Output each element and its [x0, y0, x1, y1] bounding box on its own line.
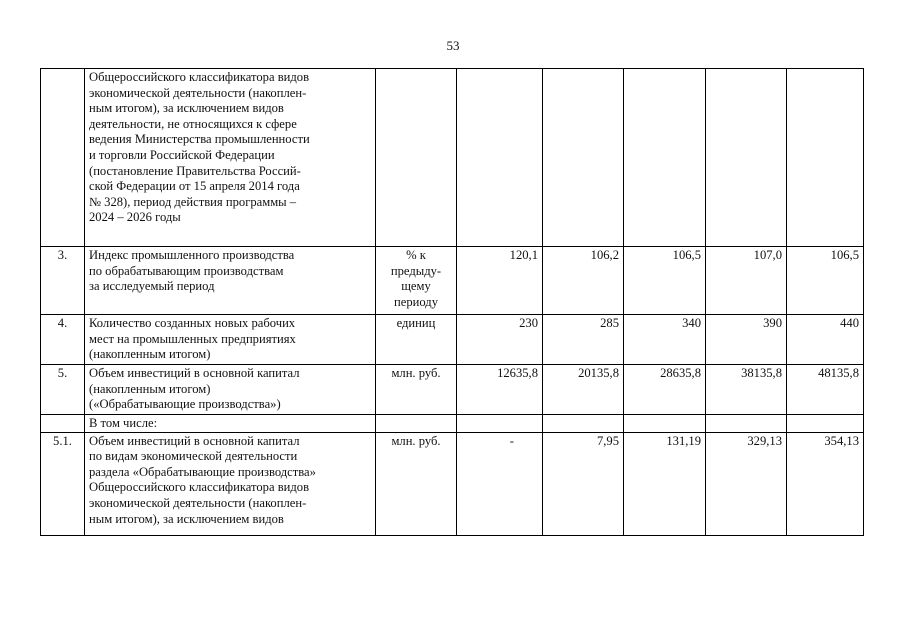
indicator-name: Индекс промышленного производства по обрабатывающим производствам за исследуемый период: [85, 247, 376, 315]
table-row: [41, 365, 864, 415]
value-cell: 131,19: [624, 432, 706, 535]
indicator-name: Общероссийского классификатора видов экономической деятельности (накоплен- ным итогом), за исключением видов деятельности, не относящихся к сфере ведения Министерства промышленности и торговли Российской Федерации (постановление Правительства Россий- ской Федерации от 15 апреля 2014 года № 328), период действия программы – 2024 – 2026 годы: [85, 69, 376, 247]
subheading-cell: В том числе:: [85, 415, 376, 433]
row-number: 5.1.: [41, 432, 85, 535]
page-number: 53: [446, 38, 460, 53]
unit-cell: [376, 415, 457, 433]
value-cell: 107,0: [706, 247, 787, 315]
value-cell: 230: [457, 315, 543, 365]
value-cell: 354,13: [787, 432, 864, 535]
value-cell: 48135,8: [787, 365, 864, 415]
indicator-name: Объем инвестиций в основной капитал по видам экономической деятельности раздела «Обрабатывающие производства» Общероссийского классификатора видов экономической деятельности (накоплен- ным итогом), за исключением видов: [85, 432, 376, 535]
unit-cell: единиц: [376, 315, 457, 365]
unit-cell: % к предыду- щему периоду: [376, 247, 457, 315]
value-cell: 12635,8: [457, 365, 543, 415]
value-cell: 106,5: [624, 247, 706, 315]
value-cell: [706, 415, 787, 433]
value-cell: 440: [787, 315, 864, 365]
row-number: [41, 69, 85, 247]
row-number: [41, 415, 85, 433]
value-cell: 329,13: [706, 432, 787, 535]
value-cell: 38135,8: [706, 365, 787, 415]
unit-cell: млн. руб.: [376, 432, 457, 535]
value-cell: 106,2: [543, 247, 624, 315]
value-cell: 120,1: [457, 247, 543, 315]
row-number: 3.: [41, 247, 85, 315]
value-cell: 285: [543, 315, 624, 365]
row-number: 5.: [41, 365, 85, 415]
value-cell: 106,5: [787, 247, 864, 315]
unit-cell: млн. руб.: [376, 365, 457, 415]
table-row: [41, 415, 864, 433]
value-cell: 390: [706, 315, 787, 365]
value-cell: [787, 415, 864, 433]
value-cell: 28635,8: [624, 365, 706, 415]
table-row: [41, 247, 864, 315]
value-cell: [624, 415, 706, 433]
value-cell: [457, 69, 543, 247]
table-row: [41, 315, 864, 365]
value-cell: 7,95: [543, 432, 624, 535]
table-row: [41, 432, 864, 535]
value-cell: [624, 69, 706, 247]
row-number: 4.: [41, 315, 85, 365]
value-cell: -: [457, 432, 543, 535]
value-cell: [543, 415, 624, 433]
value-cell: 340: [624, 315, 706, 365]
value-cell: [543, 69, 624, 247]
unit-cell: [376, 69, 457, 247]
indicator-name: Объем инвестиций в основной капитал (накопленным итогом) («Обрабатывающие производства»): [85, 365, 376, 415]
value-cell: [706, 69, 787, 247]
table-row: [41, 69, 864, 247]
value-cell: [787, 69, 864, 247]
value-cell: 20135,8: [543, 365, 624, 415]
indicators-table: [40, 68, 864, 536]
value-cell: [457, 415, 543, 433]
indicator-name: Количество созданных новых рабочих мест на промышленных предприятиях (накопленным итогом): [85, 315, 376, 365]
